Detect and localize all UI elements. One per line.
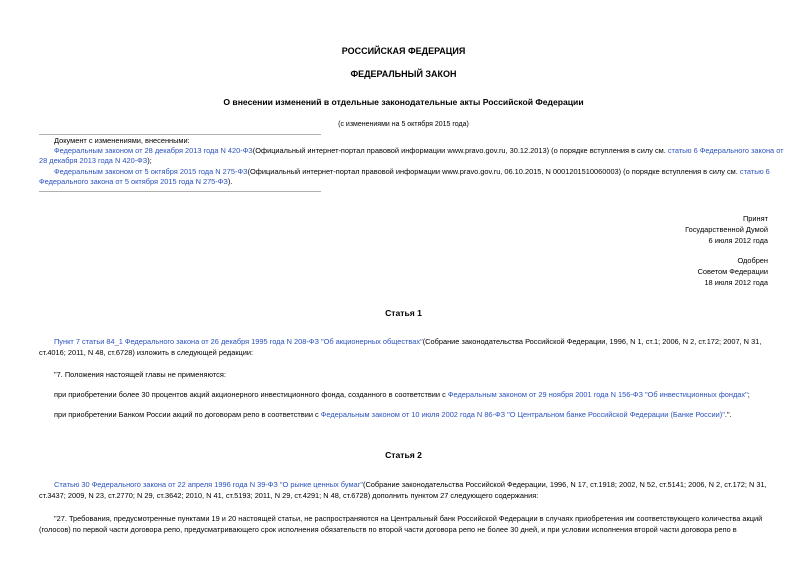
- document-title: О внесении изменений в отдельные законодательные акты Российской Федерации: [223, 97, 584, 107]
- changes-top-divider: [39, 134, 321, 135]
- article-2-p1-line-1: [54, 480, 767, 490]
- article-1-p3-end: ;: [747, 390, 750, 399]
- change-item-2-end: ).: [227, 177, 233, 186]
- change-item-2-law-link[interactable]: Федеральным законом от 5 октября 2015 года N 275-ФЗ: [54, 167, 248, 176]
- article-2-p2-line-1: "27. Требования, предусмотренные пунктами 19 и 20 настоящей статьи, не распространяются на Центральный банк Российской Федерации в случаях приобретения им соответствующего количества акций: [54, 514, 763, 523]
- change-item-1-article-link-a[interactable]: статью 6 Федерального закона от: [667, 146, 784, 155]
- article-1-law-link[interactable]: Пункт 7 статьи 84_1 Федерального закона от 26 декабря 1995 года N 208-ФЗ "Об акционерных обществах": [54, 337, 423, 346]
- article-2-p1-text-b: ст.3437; 2009, N 23, ст.2770; N 29, ст.3642; 2010, N 41, ст.5193; 2011, N 29, ст.4291; N 48, ст.6728) дополнить пунктом 27 следующего содержания:: [39, 491, 539, 500]
- duma-name: Государственной Думой: [685, 225, 768, 234]
- change-item-1-end: );: [147, 156, 152, 165]
- changes-bottom-divider: [39, 191, 321, 192]
- law-type-heading: ФЕДЕРАЛЬНЫЙ ЗАКОН: [350, 69, 457, 79]
- article-1-p1-text-a: (Собрание законодательства Российской Федерации, 1996, N 1, ст.1; 2006, N 2, ст.172; 2007, N 31,: [422, 337, 762, 346]
- article-1-p2: "7. Положения настоящей главы не применяются:: [54, 370, 226, 379]
- change-item-1-text: (Официальный интернет-портал правовой информации www.pravo.gov.ru, 30.12.2013) (о порядке вступления в силу см.: [252, 146, 666, 155]
- article-1-p1-text-b: ст.4016; 2011, N 48, ст.6728) изложить в следующей редакции:: [39, 348, 254, 357]
- article-2-law-link[interactable]: Статью 30 Федерального закона от 22 апреля 1996 года N 39-ФЗ "О рынке ценных бумаг": [54, 480, 363, 489]
- article-1-p3-text: при приобретении более 30 процентов акций акционерного инвестиционного фонда, созданного в соответствии с: [54, 390, 446, 399]
- article-1-central-bank-law-link[interactable]: Федеральным законом от 10 июля 2002 года N 86-ФЗ "О Центральном банке Российской Федерации (Банке России)": [320, 410, 725, 419]
- change-item-1-law-link[interactable]: Федеральным законом от 28 декабря 2013 года N 420-ФЗ: [54, 146, 253, 155]
- article-2-heading: Статья 2: [385, 450, 422, 460]
- article-2-p2-line-2: (голосов) по первой части договора репо, предусматривающего срок исполнения обязательств по второй части договора репо не более 30 дней, и при условии исполнения второй части договора репо в: [39, 525, 737, 534]
- article-1-funds-law-link[interactable]: Федеральным законом от 29 ноября 2001 года N 156-ФЗ "Об инвестиционных фондах": [447, 390, 748, 399]
- change-item-2-article-link-a[interactable]: статью 6: [739, 167, 770, 176]
- council-date: 18 июля 2012 года: [704, 278, 768, 287]
- article-2-p1-text-a: (Собрание законодательства Российской Федерации, 1996, N 17, ст.1918; 2002, N 52, ст.5141; 2006, N 2, ст.172; N 31,: [363, 480, 767, 489]
- duma-date: 6 июля 2012 года: [708, 236, 768, 245]
- revision-note: (с изменениями на 5 октября 2015 года): [338, 121, 469, 128]
- duma-adopted-label: Принят: [742, 214, 768, 223]
- change-item-2-text: (Официальный интернет-портал правовой информации www.pravo.gov.ru, 06.10.2015, N 0001201510060003) (о порядке вступления в силу см.: [247, 167, 738, 176]
- article-1-heading: Статья 1: [385, 308, 422, 318]
- article-1-p1-line-1: [54, 337, 761, 347]
- country-heading: РОССИЙСКАЯ ФЕДЕРАЦИЯ: [341, 46, 466, 56]
- article-1-p4: [54, 410, 732, 420]
- change-item-1-line-2: [39, 156, 152, 166]
- article-1-p4-text: при приобретении Банком России акций по договорам репо в соответствии с: [54, 410, 319, 419]
- change-item-2-line-2: [39, 177, 232, 187]
- council-name: Советом Федерации: [697, 267, 768, 276]
- change-item-2-line-1: [54, 167, 770, 177]
- change-item-1-article-link-b[interactable]: 28 декабря 2013 года N 420-ФЗ: [39, 156, 148, 165]
- change-item-1-line-1: [54, 146, 784, 156]
- council-approved-label: Одобрен: [737, 256, 768, 265]
- article-1-p4-end: .".: [724, 410, 732, 419]
- article-1-p3: [54, 390, 750, 400]
- changes-intro: Документ с изменениями, внесенными:: [54, 136, 190, 145]
- change-item-2-article-link-b[interactable]: Федерального закона от 5 октября 2015 года N 275-ФЗ: [39, 177, 228, 186]
